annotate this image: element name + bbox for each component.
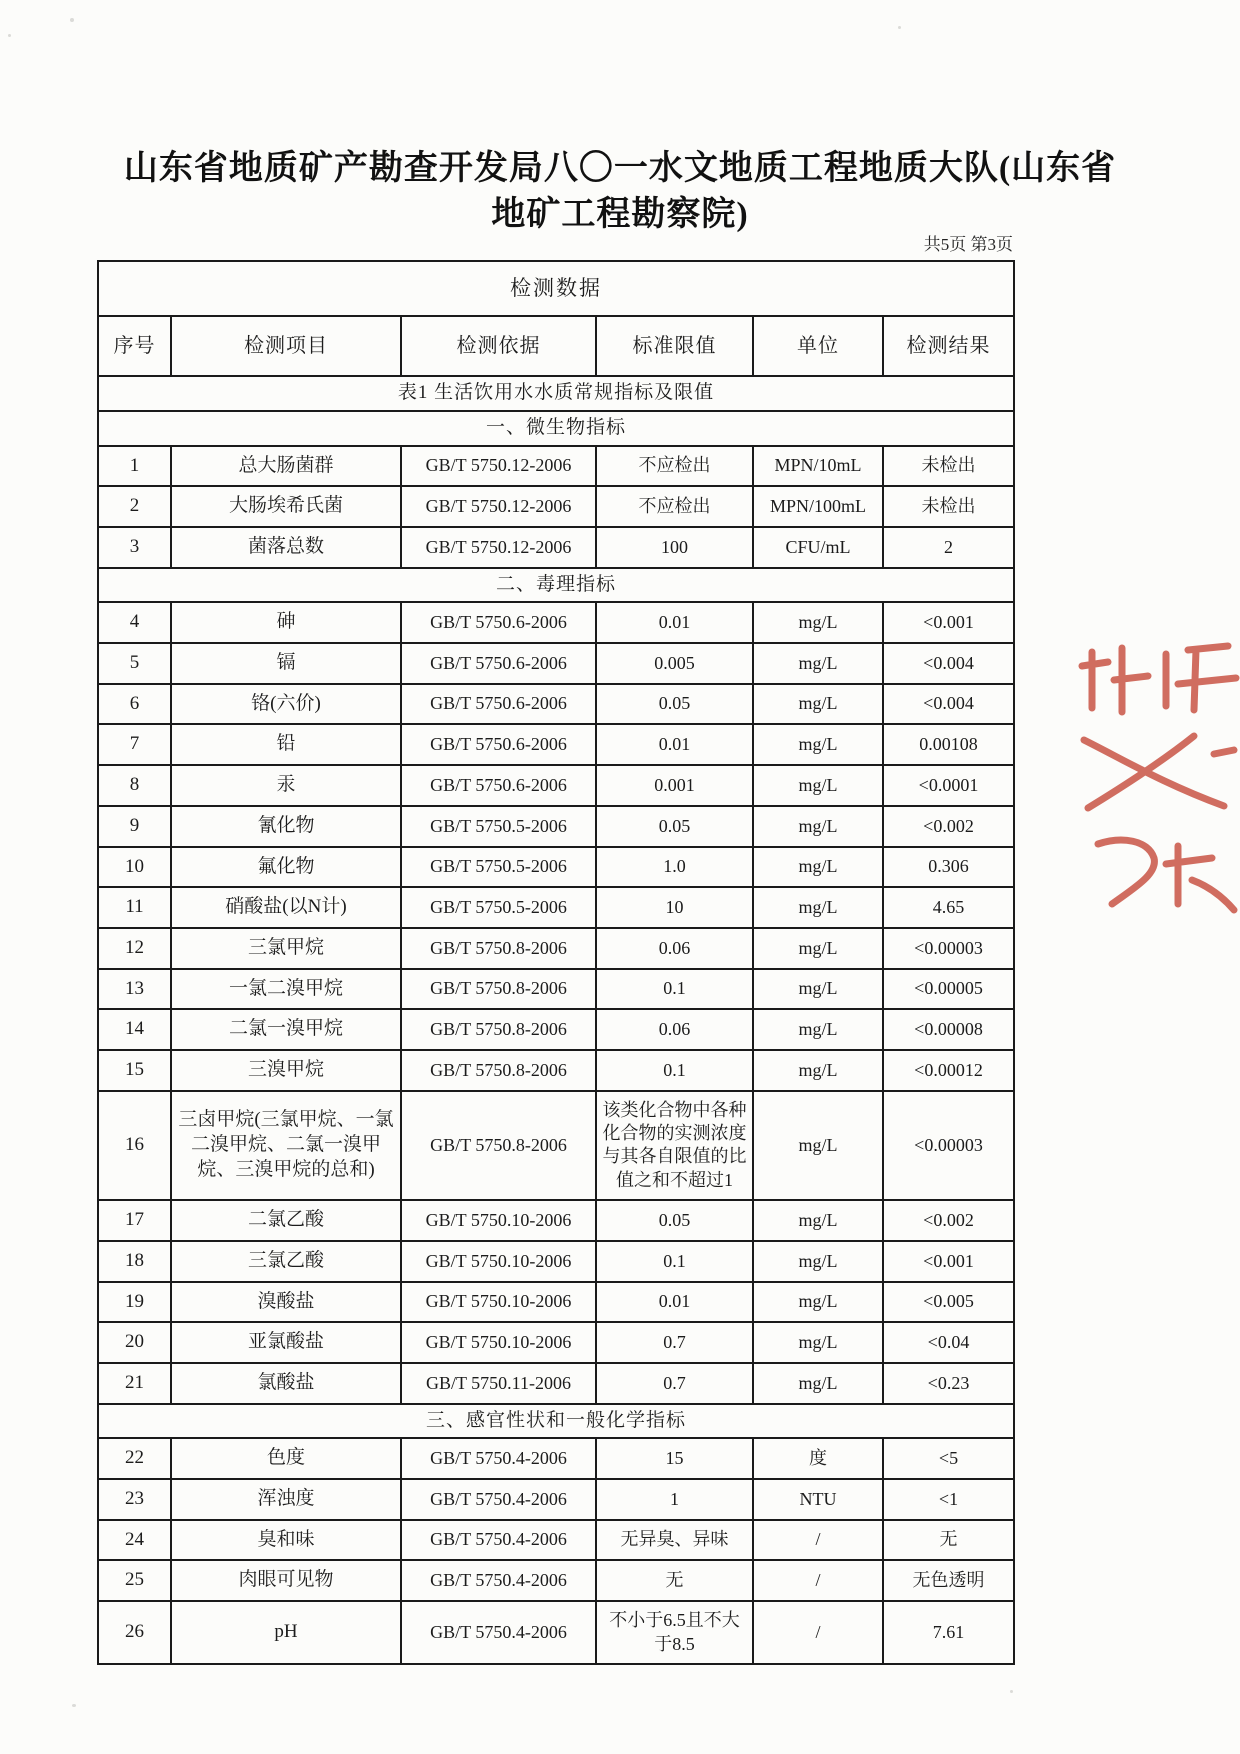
table-row — [98, 527, 1014, 568]
cell-result: 无色透明 — [883, 1560, 1014, 1601]
cell-item: 铅 — [171, 724, 401, 765]
cell-unit: mg/L — [753, 1363, 883, 1404]
col-header-item: 检测项目 — [171, 316, 401, 376]
cell-basis: GB/T 5750.8-2006 — [401, 969, 596, 1010]
cell-result: 7.61 — [883, 1601, 1014, 1664]
cell-result: <0.001 — [883, 1241, 1014, 1282]
cell-item: 汞 — [171, 765, 401, 806]
table-row — [98, 1282, 1014, 1323]
cell-result: 无 — [883, 1520, 1014, 1561]
table-row — [98, 806, 1014, 847]
cell-item: 三卤甲烷(三氯甲烷、一氯二溴甲烷、二氯一溴甲烷、三溴甲烷的总和) — [171, 1091, 401, 1201]
cell-item: 氯酸盐 — [171, 1363, 401, 1404]
table-row — [98, 1479, 1014, 1520]
col-header-result: 检测结果 — [883, 316, 1014, 376]
cell-result: <0.00012 — [883, 1050, 1014, 1091]
cell-no: 23 — [98, 1479, 171, 1520]
cell-limit: 无异臭、异味 — [596, 1520, 753, 1561]
section-label: 一、微生物指标 — [98, 411, 1014, 446]
cell-basis: GB/T 5750.6-2006 — [401, 643, 596, 684]
stamp-fragment-icon — [1074, 730, 1240, 814]
cell-result: <0.002 — [883, 1200, 1014, 1241]
table-row — [98, 602, 1014, 643]
cell-no: 15 — [98, 1050, 171, 1091]
cell-unit: mg/L — [753, 806, 883, 847]
cell-item: 臭和味 — [171, 1520, 401, 1561]
cell-result: <0.005 — [883, 1282, 1014, 1323]
table-row — [98, 1438, 1014, 1479]
cell-basis: GB/T 5750.6-2006 — [401, 684, 596, 725]
cell-item: 铬(六价) — [171, 684, 401, 725]
cell-limit: 10 — [596, 887, 753, 928]
test-data-table — [97, 260, 1015, 1665]
cell-basis: GB/T 5750.8-2006 — [401, 1091, 596, 1201]
table-row — [98, 1322, 1014, 1363]
cell-no: 11 — [98, 887, 171, 928]
cell-basis: GB/T 5750.6-2006 — [401, 765, 596, 806]
cell-item: 二氯乙酸 — [171, 1200, 401, 1241]
cell-basis: GB/T 5750.12-2006 — [401, 486, 596, 527]
cell-item: 亚氯酸盐 — [171, 1322, 401, 1363]
cell-no: 5 — [98, 643, 171, 684]
cell-result: <0.00003 — [883, 1091, 1014, 1201]
cell-limit: 0.01 — [596, 1282, 753, 1323]
cell-limit: 0.05 — [596, 1200, 753, 1241]
cell-no: 17 — [98, 1200, 171, 1241]
cell-limit: 0.1 — [596, 1241, 753, 1282]
table-row — [98, 1091, 1014, 1201]
cell-basis: GB/T 5750.10-2006 — [401, 1322, 596, 1363]
document-title: 山东省地质矿产勘查开发局八〇一水文地质工程地质大队(山东省地矿工程勘察院) — [123, 150, 1117, 233]
cell-limit: 1.0 — [596, 847, 753, 888]
cell-result: <0.004 — [883, 684, 1014, 725]
cell-unit: mg/L — [753, 1322, 883, 1363]
scan-speck — [72, 1704, 76, 1707]
cell-basis: GB/T 5750.4-2006 — [401, 1601, 596, 1664]
cell-no: 14 — [98, 1009, 171, 1050]
cell-item: 三氯乙酸 — [171, 1241, 401, 1282]
cell-result: <0.002 — [883, 806, 1014, 847]
cell-basis: GB/T 5750.8-2006 — [401, 1050, 596, 1091]
table-row — [98, 1363, 1014, 1404]
col-header-no: 序号 — [98, 316, 171, 376]
stamp-fragment-icon — [1082, 830, 1240, 916]
cell-no: 18 — [98, 1241, 171, 1282]
cell-limit: 0.7 — [596, 1322, 753, 1363]
cell-unit: mg/L — [753, 969, 883, 1010]
cell-no: 19 — [98, 1282, 171, 1323]
cell-unit: NTU — [753, 1479, 883, 1520]
cell-unit: mg/L — [753, 1050, 883, 1091]
table-row — [98, 765, 1014, 806]
cell-limit: 0.05 — [596, 806, 753, 847]
cell-item: 硝酸盐(以N计) — [171, 887, 401, 928]
cell-limit: 0.06 — [596, 1009, 753, 1050]
cell-unit: mg/L — [753, 602, 883, 643]
table-row — [98, 1009, 1014, 1050]
table-row — [98, 969, 1014, 1010]
cell-no: 7 — [98, 724, 171, 765]
cell-item: 氟化物 — [171, 847, 401, 888]
cell-limit: 该类化合物中各种化合物的实测浓度与其各自限值的比值之和不超过1 — [596, 1091, 753, 1201]
cell-limit: 不应检出 — [596, 486, 753, 527]
cell-limit: 0.005 — [596, 643, 753, 684]
cell-result: <0.04 — [883, 1322, 1014, 1363]
cell-result: 未检出 — [883, 446, 1014, 487]
cell-item: 大肠埃希氏菌 — [171, 486, 401, 527]
cell-no: 6 — [98, 684, 171, 725]
cell-result: <0.0001 — [883, 765, 1014, 806]
column-header-row — [98, 316, 1014, 376]
cell-result: <0.001 — [883, 602, 1014, 643]
cell-item: 总大肠菌群 — [171, 446, 401, 487]
cell-unit: CFU/mL — [753, 527, 883, 568]
table-row — [98, 684, 1014, 725]
cell-item: 菌落总数 — [171, 527, 401, 568]
table-row — [98, 1050, 1014, 1091]
cell-no: 10 — [98, 847, 171, 888]
cell-unit: mg/L — [753, 1282, 883, 1323]
cell-basis: GB/T 5750.10-2006 — [401, 1200, 596, 1241]
cell-limit: 1 — [596, 1479, 753, 1520]
cell-basis: GB/T 5750.5-2006 — [401, 887, 596, 928]
cell-no: 12 — [98, 928, 171, 969]
cell-unit: / — [753, 1601, 883, 1664]
cell-basis: GB/T 5750.12-2006 — [401, 527, 596, 568]
scan-speck — [8, 34, 11, 37]
cell-no: 4 — [98, 602, 171, 643]
cell-item: 二氯一溴甲烷 — [171, 1009, 401, 1050]
cell-item: 肉眼可见物 — [171, 1560, 401, 1601]
page-number-indicator: 共5页 第3页 — [923, 235, 1013, 254]
section-label: 表1 生活饮用水水质常规指标及限值 — [98, 376, 1014, 411]
cell-limit: 0.01 — [596, 724, 753, 765]
section-row — [98, 1404, 1014, 1439]
cell-result: <0.00003 — [883, 928, 1014, 969]
cell-no: 24 — [98, 1520, 171, 1561]
col-header-unit: 单位 — [753, 316, 883, 376]
cell-basis: GB/T 5750.4-2006 — [401, 1438, 596, 1479]
cell-result: <0.004 — [883, 643, 1014, 684]
table-title-row — [98, 261, 1014, 316]
cell-result: 未检出 — [883, 486, 1014, 527]
table-row — [98, 887, 1014, 928]
col-header-limit: 标准限值 — [596, 316, 753, 376]
cell-result: 4.65 — [883, 887, 1014, 928]
cell-item: 三溴甲烷 — [171, 1050, 401, 1091]
cell-unit: mg/L — [753, 765, 883, 806]
cell-result: <0.00005 — [883, 969, 1014, 1010]
section-row — [98, 568, 1014, 603]
table-row — [98, 1200, 1014, 1241]
cell-limit: 0.05 — [596, 684, 753, 725]
cell-unit: MPN/100mL — [753, 486, 883, 527]
cell-limit: 无 — [596, 1560, 753, 1601]
cell-no: 13 — [98, 969, 171, 1010]
cell-limit: 0.1 — [596, 1050, 753, 1091]
cell-basis: GB/T 5750.4-2006 — [401, 1479, 596, 1520]
cell-unit: mg/L — [753, 847, 883, 888]
table-row — [98, 1601, 1014, 1664]
cell-limit: 0.1 — [596, 969, 753, 1010]
section-row — [98, 376, 1014, 411]
cell-result: <1 — [883, 1479, 1014, 1520]
col-header-basis: 检测依据 — [401, 316, 596, 376]
cell-unit: mg/L — [753, 724, 883, 765]
cell-basis: GB/T 5750.8-2006 — [401, 928, 596, 969]
cell-item: 浑浊度 — [171, 1479, 401, 1520]
cell-no: 9 — [98, 806, 171, 847]
cell-no: 21 — [98, 1363, 171, 1404]
cell-item: 镉 — [171, 643, 401, 684]
cell-unit: mg/L — [753, 643, 883, 684]
table-row — [98, 643, 1014, 684]
cell-basis: GB/T 5750.10-2006 — [401, 1241, 596, 1282]
cell-result: <0.23 — [883, 1363, 1014, 1404]
cell-no: 2 — [98, 486, 171, 527]
cell-no: 8 — [98, 765, 171, 806]
cell-unit: mg/L — [753, 1241, 883, 1282]
cell-basis: GB/T 5750.4-2006 — [401, 1520, 596, 1561]
cell-unit: mg/L — [753, 1009, 883, 1050]
cell-no: 26 — [98, 1601, 171, 1664]
cell-item: 一氯二溴甲烷 — [171, 969, 401, 1010]
cell-item: 砷 — [171, 602, 401, 643]
section-label: 二、毒理指标 — [98, 568, 1014, 603]
cell-unit: / — [753, 1520, 883, 1561]
section-row — [98, 411, 1014, 446]
cell-unit: mg/L — [753, 887, 883, 928]
table-title: 检测数据 — [98, 261, 1014, 316]
cell-unit: mg/L — [753, 1200, 883, 1241]
stamp-fragment-icon — [1078, 640, 1240, 720]
cell-no: 16 — [98, 1091, 171, 1201]
cell-no: 20 — [98, 1322, 171, 1363]
cell-basis: GB/T 5750.10-2006 — [401, 1282, 596, 1323]
cell-limit: 不应检出 — [596, 446, 753, 487]
cell-limit: 0.7 — [596, 1363, 753, 1404]
cell-basis: GB/T 5750.12-2006 — [401, 446, 596, 487]
cell-no: 25 — [98, 1560, 171, 1601]
table-row — [98, 486, 1014, 527]
cell-unit: / — [753, 1560, 883, 1601]
cell-limit: 100 — [596, 527, 753, 568]
cell-basis: GB/T 5750.8-2006 — [401, 1009, 596, 1050]
cell-basis: GB/T 5750.4-2006 — [401, 1560, 596, 1601]
cell-basis: GB/T 5750.5-2006 — [401, 806, 596, 847]
cell-result: <0.00008 — [883, 1009, 1014, 1050]
cell-item: 色度 — [171, 1438, 401, 1479]
cell-basis: GB/T 5750.6-2006 — [401, 724, 596, 765]
table-row — [98, 1560, 1014, 1601]
cell-result: 0.00108 — [883, 724, 1014, 765]
table-row — [98, 724, 1014, 765]
cell-limit: 不小于6.5且不大于8.5 — [596, 1601, 753, 1664]
cell-unit: 度 — [753, 1438, 883, 1479]
cell-unit: mg/L — [753, 1091, 883, 1201]
cell-item: 溴酸盐 — [171, 1282, 401, 1323]
cell-unit: MPN/10mL — [753, 446, 883, 487]
cell-item: 氰化物 — [171, 806, 401, 847]
section-label: 三、感官性状和一般化学指标 — [98, 1404, 1014, 1439]
cell-unit: mg/L — [753, 928, 883, 969]
cell-no: 22 — [98, 1438, 171, 1479]
table-row — [98, 1520, 1014, 1561]
scan-speck — [1010, 1690, 1013, 1693]
cell-basis: GB/T 5750.5-2006 — [401, 847, 596, 888]
cell-no: 3 — [98, 527, 171, 568]
cell-limit: 15 — [596, 1438, 753, 1479]
cell-unit: mg/L — [753, 684, 883, 725]
cell-result: 2 — [883, 527, 1014, 568]
scan-speck — [70, 18, 74, 22]
cell-result: 0.306 — [883, 847, 1014, 888]
cell-basis: GB/T 5750.11-2006 — [401, 1363, 596, 1404]
cell-limit: 0.06 — [596, 928, 753, 969]
table-row — [98, 1241, 1014, 1282]
cell-item: 三氯甲烷 — [171, 928, 401, 969]
scan-speck — [898, 26, 901, 29]
cell-limit: 0.01 — [596, 602, 753, 643]
cell-item: pH — [171, 1601, 401, 1664]
table-row — [98, 847, 1014, 888]
cell-limit: 0.001 — [596, 765, 753, 806]
cell-result: <5 — [883, 1438, 1014, 1479]
table-row — [98, 446, 1014, 487]
cell-no: 1 — [98, 446, 171, 487]
table-row — [98, 928, 1014, 969]
cell-basis: GB/T 5750.6-2006 — [401, 602, 596, 643]
